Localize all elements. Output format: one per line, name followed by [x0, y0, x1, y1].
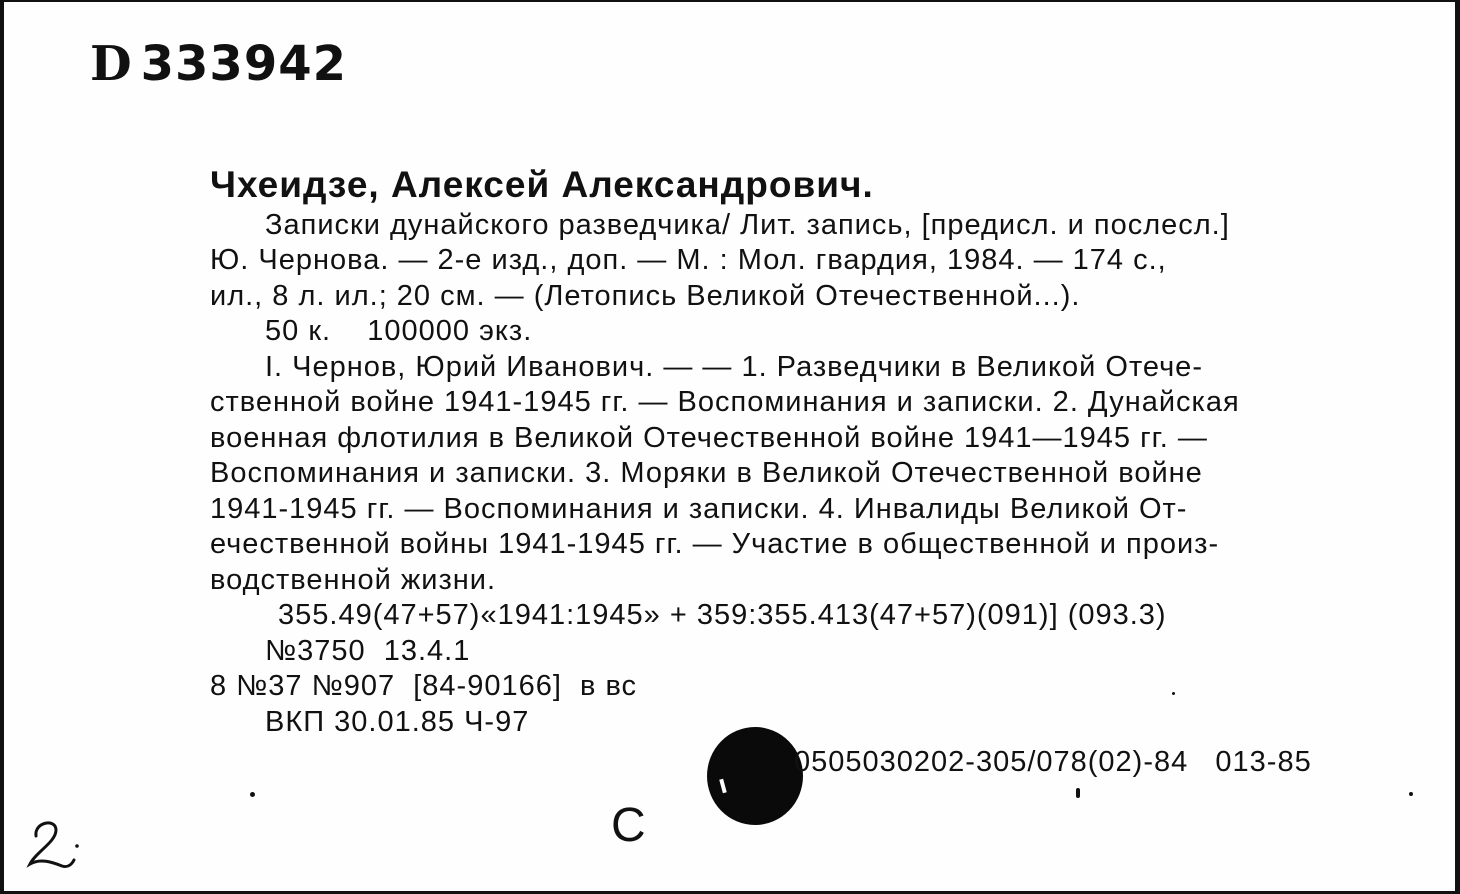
ink-speck — [1076, 788, 1080, 798]
accession-digits: 333942 — [140, 36, 348, 92]
subject-line: Воспоминания и записки. 3. Моряки в Великой Отечественной войне — [210, 457, 1203, 489]
ink-speck — [1172, 692, 1175, 695]
description-line: Записки дунайского разведчика/ Лит. запись, [предисл. и послесл.] — [265, 208, 1230, 241]
registration-line: 8 №37 №907 [84-90166] в вс — [210, 670, 638, 702]
subject-headings — [210, 350, 1378, 599]
price-print-run: 50 к. 100000 экз. — [265, 315, 533, 347]
isbn-line: 0505030202-305/078(02)-84 013-85 — [794, 746, 1312, 778]
udc-classification: 355.49(47+57)«1941:1945» + 359:355.413(47+57)(091)] (093.3) — [278, 599, 1167, 631]
ink-speck — [250, 792, 255, 797]
subject-line: ечественной войны 1941-1945 гг. — Участие в общественной и произ- — [210, 528, 1220, 560]
subject-line: ственной войне 1941-1945 гг. — Воспоминания и записки. 2. Дунайская — [210, 386, 1240, 418]
accession-letter: D — [90, 36, 133, 92]
bibliographic-record — [210, 164, 1378, 740]
handwritten-mark — [22, 812, 84, 874]
vkp-line: ВКП 30.01.85 Ч-97 — [265, 705, 530, 738]
stamp-letter: С — [611, 799, 646, 852]
subject-line: водственной жизни. — [210, 563, 497, 596]
ink-speck — [1409, 792, 1413, 796]
title-description — [210, 208, 1378, 315]
accession-number — [90, 36, 347, 92]
subject-line: I. Чернов, Юрий Иванович. — — 1. Разведчики в Великой Отече- — [265, 350, 1203, 383]
ink-blot — [707, 727, 803, 825]
subject-line: 1941-1945 гг. — Воспоминания и записки. 4. Инвалиды Великой От- — [210, 492, 1188, 525]
description-line: Ю. Чернова. — 2-е изд., доп. — М. : Мол. гвардия, 1984. — 174 с., — [210, 244, 1167, 276]
subject-line: военная флотилия в Великой Отечественной войне 1941—1945 гг. — — [210, 421, 1208, 454]
author-heading: Чхеидзе, Алексей Александрович. — [210, 164, 874, 205]
order-number: №3750 13.4.1 — [265, 634, 471, 667]
description-line: ил., 8 л. ил.; 20 см. — (Летопись Великой Отечественной...). — [210, 279, 1081, 312]
